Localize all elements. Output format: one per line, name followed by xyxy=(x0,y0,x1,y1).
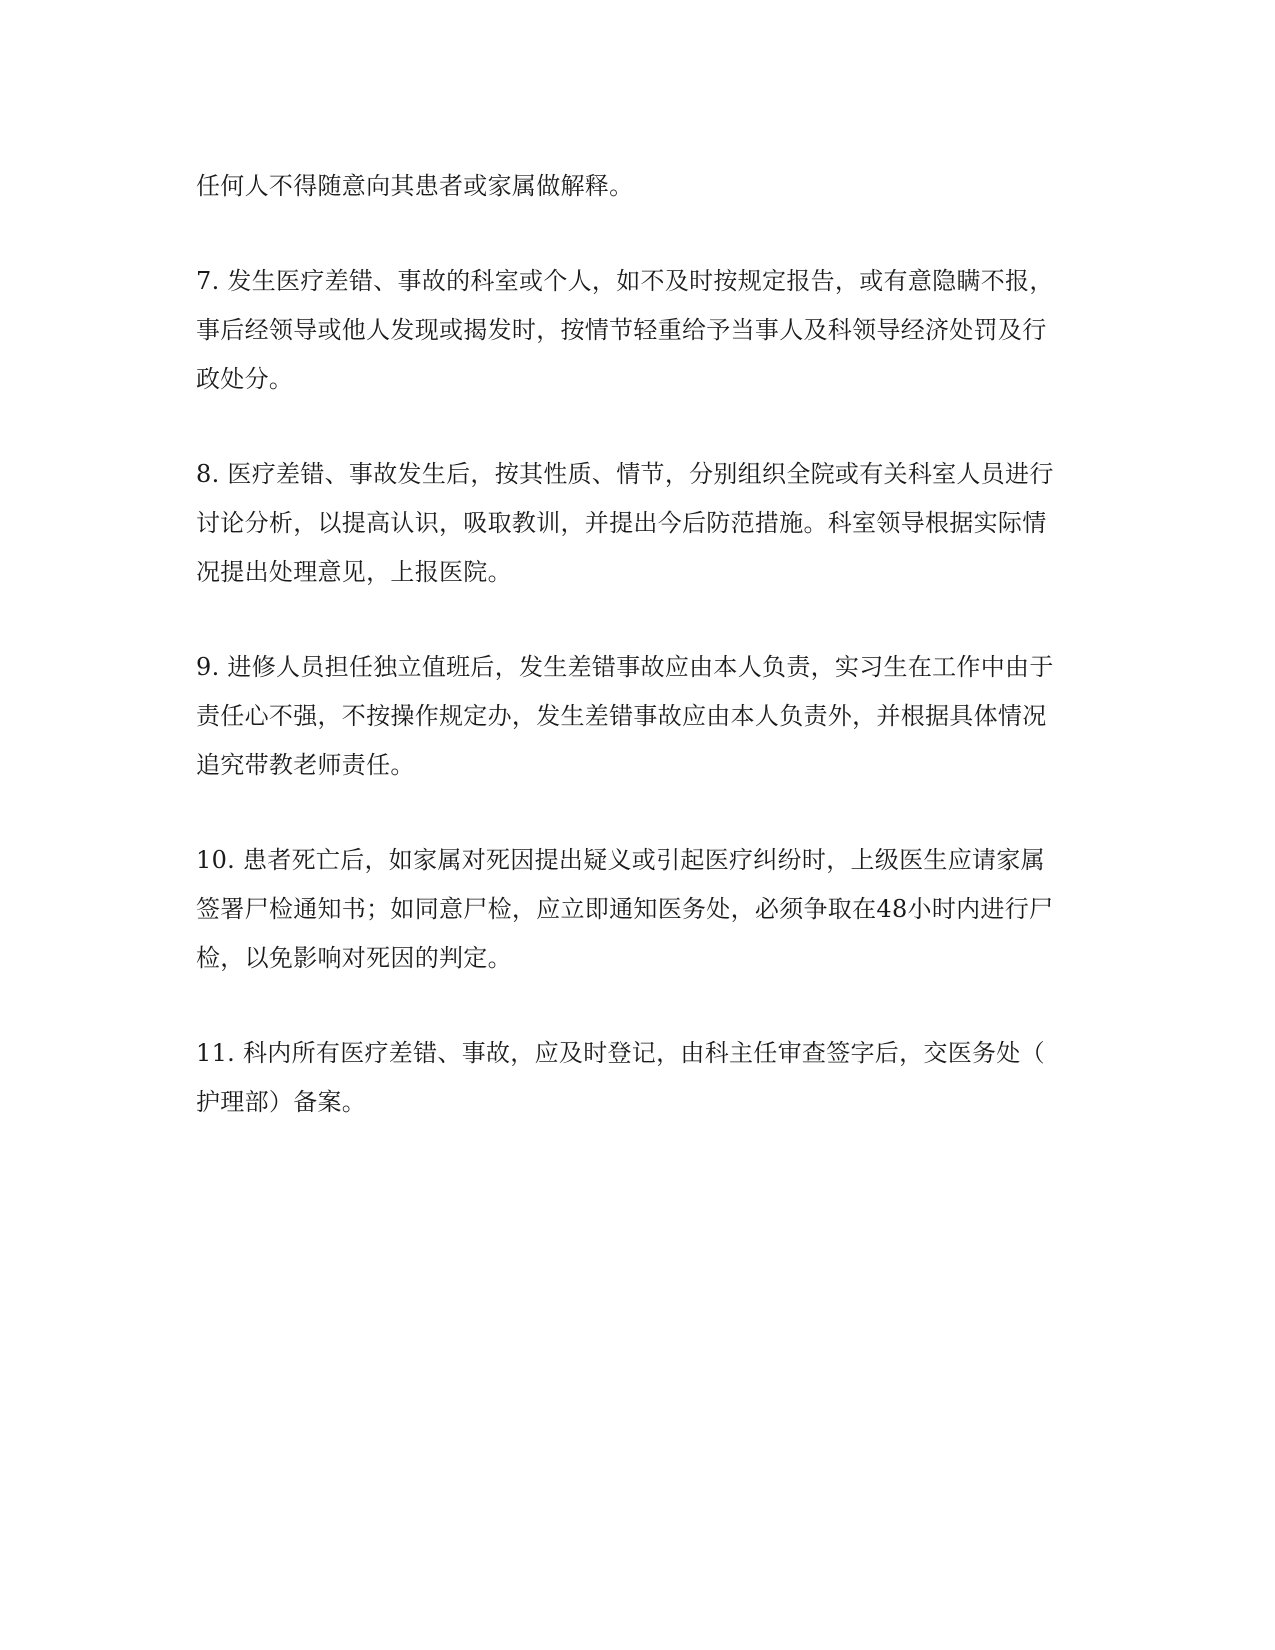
text-line: 政处分。 xyxy=(196,365,294,393)
document-body xyxy=(196,162,1076,1173)
paragraph-item-9 xyxy=(196,643,1076,790)
text-line: 况提出处理意见，上报医院。 xyxy=(196,558,512,586)
text-line: 责任心不强，不按操作规定办，发生差错事故应由本人负责外，并根据具体情况 xyxy=(196,702,1047,730)
text-line: 事后经领导或他人发现或揭发时，按情节轻重给予当事人及科领导经济处罚及行 xyxy=(196,316,1047,344)
text-line: 护理部）备案。 xyxy=(196,1088,367,1116)
text-line: 追究带教老师责任。 xyxy=(196,751,415,779)
text-line: 11. 科内所有医疗差错、事故，应及时登记，由科主任审查签字后，交医务处（ xyxy=(196,1039,1045,1067)
text-line: 讨论分析，以提高认识，吸取教训，并提出今后防范措施。科室领导根据实际情 xyxy=(196,509,1047,537)
text-line: 7. 发生医疗差错、事故的科室或个人，如不及时按规定报告，或有意隐瞒不报， xyxy=(196,267,1054,295)
text-line: 8. 医疗差错、事故发生后，按其性质、情节，分别组织全院或有关科室人员进行 xyxy=(196,460,1054,488)
paragraph-item-11 xyxy=(196,1029,1076,1127)
text-line: 任何人不得随意向其患者或家属做解释。 xyxy=(196,172,634,200)
text-line: 9. 进修人员担任独立值班后，发生差错事故应由本人负责，实习生在工作中由于 xyxy=(196,653,1054,681)
text-line: 检，以免影响对死因的判定。 xyxy=(196,944,512,972)
paragraph-item-10 xyxy=(196,836,1076,983)
text-line: 10. 患者死亡后，如家属对死因提出疑义或引起医疗纠纷时，上级医生应请家属 xyxy=(196,846,1045,874)
paragraph-item-7 xyxy=(196,257,1076,404)
paragraph-continuation xyxy=(196,162,1076,211)
text-line: 签署尸检通知书；如同意尸检，应立即通知医务处，必须争取在48小时内进行尸 xyxy=(196,895,1054,923)
paragraph-item-8 xyxy=(196,450,1076,597)
